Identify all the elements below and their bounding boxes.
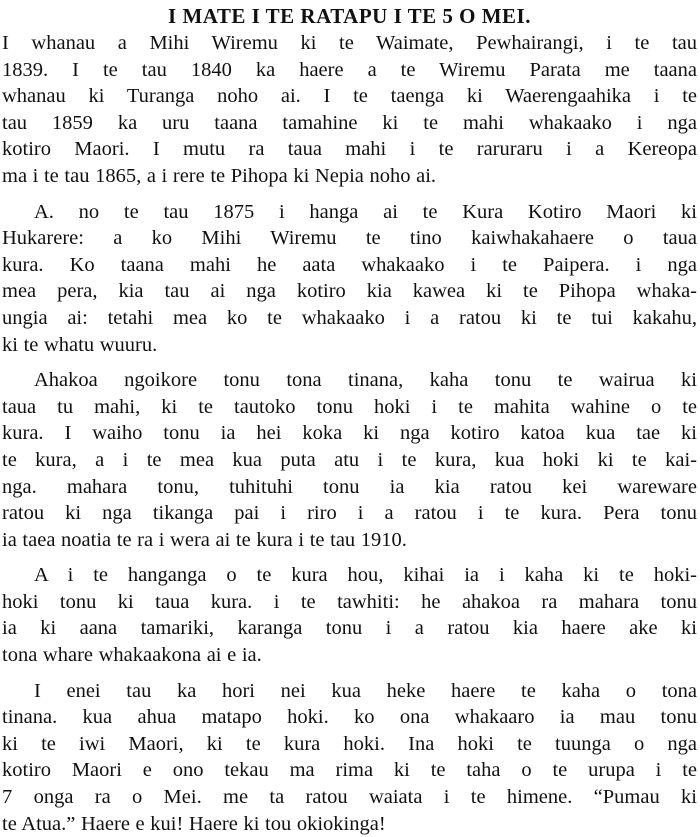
- text-line: te Atua.” Haere e kui! Haere ki tou okiokinga!: [2, 812, 386, 835]
- text-line: ungia ai: tetahi mea ko te whakaako i a ratou ki te tui kakahu,: [2, 306, 697, 329]
- text-line: ia ki aana tamariki, karanga tonu i a ratou kia haere ake ki: [2, 617, 697, 640]
- text-line: A i te hanganga o te kura hou, kihai ia i kaha ki te hoki-: [34, 564, 697, 587]
- text-line: tau 1859 ka uru taana tamahine ki te mahi whakaako i nga: [2, 111, 697, 134]
- text-line: tona whare whakaakona ai e ia.: [2, 644, 262, 667]
- page-title: I MATE I TE RATAPU I TE 5 O MEI.: [168, 4, 531, 28]
- paragraph-4: [2, 562, 697, 668]
- text-line: taua tu mahi, ki te tautoko tonu hoki i te mahita wahine o te: [2, 395, 697, 418]
- text-line: kotiro Maori e ono tekau ma rima ki te taha o te urupa i te: [2, 759, 697, 782]
- text-line: 1839. I te tau 1840 ka haere a te Wiremu Parata me taana: [2, 58, 697, 81]
- text-line: te kura, a i te mea kua puta atu i te kura, kua hoki ki te kai-: [2, 448, 697, 471]
- text-line: nga. mahara tonu, tuhituhi tonu ia kia ratou kei wareware: [2, 475, 697, 498]
- text-line: mea pera, kia tau ai nga kotiro kia kawea ki te Pihopa whaka-: [2, 280, 697, 303]
- text-line: 7 onga ra o Mei. me ta ratou waiata i te himene. “Pumau ki: [2, 786, 697, 809]
- text-line: ma i te tau 1865, a i rere te Pihopa ki Nepia noho ai.: [2, 164, 437, 187]
- text-line: tinana. kua ahua matapo hoki. ko ona whakaaro ia mau tonu: [2, 706, 697, 729]
- text-line: I whanau a Mihi Wiremu ki te Waimate, Pewhairangi, i te tau: [2, 32, 697, 54]
- text-line: kura. I waiho tonu ia hei koka ki nga kotiro katoa kua tae ki: [2, 422, 697, 445]
- text-line: ki te iwi Maori, ki te kura hoki. Ina hoki te tuunga o nga: [2, 732, 697, 755]
- text-line: Hukarere: a ko Mihi Wiremu te tino kaiwhakahaere o taua: [2, 227, 697, 250]
- text-line: I enei tau ka hori nei kua heke haere te kaha o tona: [34, 679, 697, 702]
- text-line: A. no te tau 1875 i hanga ai te Kura Kotiro Maori ki: [34, 200, 697, 223]
- text-line: hoki tonu ki taua kura. i te tawhiti: he ahakoa ra mahara tonu: [2, 590, 697, 613]
- text-line: kura. Ko taana mahi he aata whakaako i te Paipera. i nga: [2, 253, 697, 276]
- paragraph-1: [2, 30, 697, 190]
- paragraph-3: [2, 367, 697, 553]
- text-line: whanau ki Turanga noho ai. I te taenga ki Waerengaahika i te: [2, 85, 697, 108]
- text-line: Ahakoa ngoikore tonu tona tinana, kaha tonu te wairua ki: [34, 369, 697, 392]
- text-line: ki te whatu wuuru.: [2, 333, 158, 356]
- paragraph-2: [2, 199, 697, 359]
- text-line: ia taea noatia te ra i wera ai te kura i te tau 1910.: [2, 528, 407, 551]
- paragraph-5: [2, 678, 697, 837]
- text-line: kotiro Maori. I mutu ra taua mahi i te raruraru i a Kereopa: [2, 138, 697, 161]
- text-line: ratou ki nga tikanga pai i riro i a ratou i te kura. Pera tonu: [2, 502, 697, 525]
